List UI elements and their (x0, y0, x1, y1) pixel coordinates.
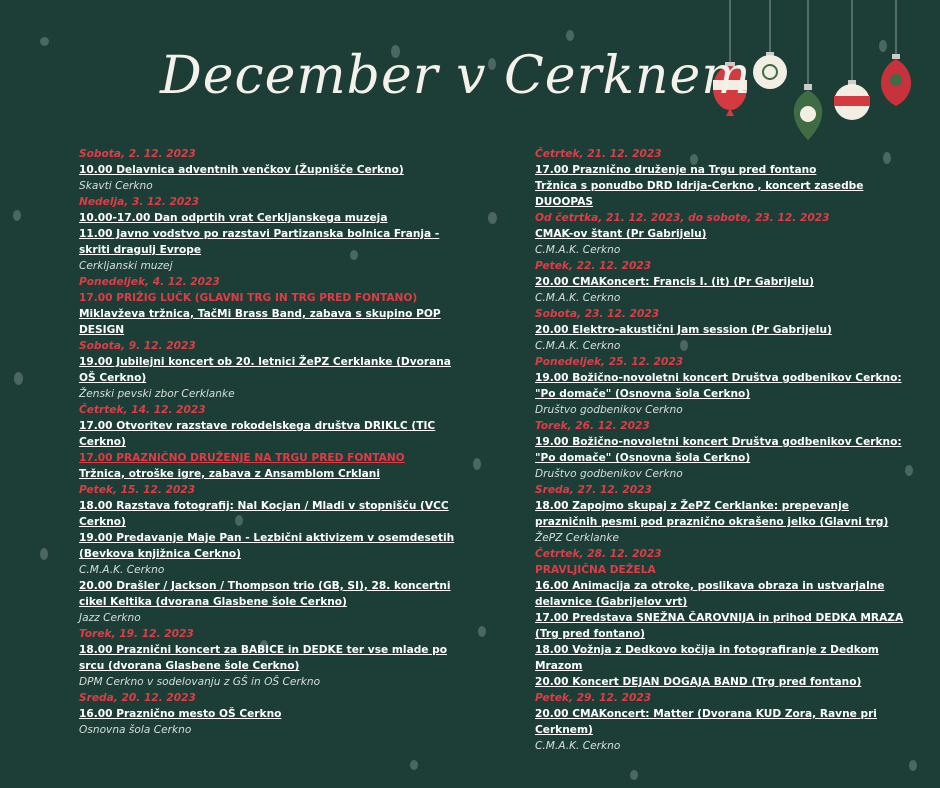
event-date: Sobota, 9. 12. 2023 (79, 340, 196, 352)
event-organizer: Društvo godbenikov Cerkno (535, 404, 683, 416)
event-item: 18.00 Zapojmo skupaj z ŽePZ Cerklanke: prepevanje prazničnih pesmi pod praznično okrašeno jelko (Glavni trg) (535, 500, 889, 528)
event-item: 19.00 Božično-novoletni koncert Društva godbenikov Cerkno: "Po domače" (Osnovna šola Cerkno) (535, 436, 902, 464)
event-item: 18.00 Praznični koncert za BABICE in DEDKE ter vse mlade po srcu (dvorana Glasbene šole Cerkno) (79, 644, 448, 672)
event-item: 18.00 Razstava fotografij: Nal Kocjan / Mladi v stopnišču (VCC Cerkno) (79, 500, 449, 528)
event-date: Četrtek, 21. 12. 2023 (535, 148, 662, 160)
event-item: 16.00 Praznično mesto OŠ Cerkno (79, 708, 282, 720)
snow-dot (909, 760, 917, 771)
snow-dot (40, 548, 48, 560)
event-date: Sobota, 23. 12. 2023 (535, 308, 660, 320)
event-item: 17.00 Otvoritev razstave rokodelskega društva DRIKLC (TIC Cerkno) (79, 420, 436, 448)
event-date: Petek, 29. 12. 2023 (535, 692, 652, 704)
event-date: Ponedeljek, 25. 12. 2023 (535, 356, 684, 368)
snow-dot (630, 770, 638, 780)
event-item: 17.00 Predstava SNEŽNA ČAROVNIJA in prihod DEDKA MRAZA (Trg pred fontano) (535, 612, 904, 640)
right-event-column (535, 146, 913, 754)
snow-dot (410, 760, 418, 770)
snow-dot (566, 30, 574, 41)
event-item: 16.00 Animacija za otroke, poslikava obraza in ustvarjalne delavnice (Gabrijelov vrt) (535, 580, 885, 608)
event-highlight: PRAVLJIČNA DEŽELA (535, 564, 656, 576)
event-date: Četrtek, 14. 12. 2023 (79, 404, 206, 416)
event-date: Od četrtka, 21. 12. 2023, do sobote, 23. 12. 2023 (535, 212, 830, 224)
event-item: 10.00 Delavnica adventnih venčkov (Župnišče Cerkno) (79, 164, 404, 176)
event-date: Sreda, 27. 12. 2023 (535, 484, 652, 496)
event-organizer: Ženski pevski zbor Cerklanke (79, 388, 235, 400)
event-item: Tržnica s ponudbo DRD Idrija-Cerkno , koncert zasedbe DUOOPAS (535, 180, 864, 208)
event-item: CMAK-ov štant (Pr Gabrijelu) (535, 228, 707, 240)
event-organizer: C.M.A.K. Cerkno (535, 740, 621, 752)
event-organizer: Jazz Cerkno (79, 612, 141, 624)
snow-dot (40, 37, 49, 46)
page-title: December v Cerknem (160, 46, 752, 106)
event-item: 19.00 Božično-novoletni koncert Društva godbenikov Cerkno: "Po domače" (Osnovna šola Cerkno) (535, 372, 902, 400)
snow-dot (13, 210, 21, 221)
event-item: 19.00 Jubilejni koncert ob 20. letnici ŽePZ Cerklanke (Dvorana OŠ Cerkno) (79, 356, 451, 384)
event-item: 20.00 CMAKoncert: Francis I. (it) (Pr Gabrijelu) (535, 276, 814, 288)
snow-dot (14, 372, 23, 385)
event-date: Nedelja, 3. 12. 2023 (79, 196, 199, 208)
snow-dot (473, 458, 481, 470)
event-organizer: Cerkljanski muzej (79, 260, 173, 272)
event-date: Torek, 19. 12. 2023 (79, 628, 194, 640)
event-date: Petek, 15. 12. 2023 (79, 484, 196, 496)
event-item: 18.00 Vožnja z Dedkovo kočija in fotografiranje z Dedkom Mrazom (535, 644, 879, 672)
event-highlight: 17.00 PRAZNIČNO DRUŽENJE NA TRGU PRED FONTANO (79, 452, 405, 464)
event-organizer: C.M.A.K. Cerkno (79, 564, 165, 576)
event-item: 17.00 Praznično druženje na Trgu pred fontano (535, 164, 817, 176)
event-item: Miklavževa tržnica, TačMi Brass Band, zabava s skupino POP DESIGN (79, 308, 441, 336)
event-organizer: ŽePZ Cerklanke (535, 532, 619, 544)
event-date: Četrtek, 28. 12. 2023 (535, 548, 662, 560)
event-item: 20.00 CMAKoncert: Matter (Dvorana KUD Zora, Ravne pri Cerknem) (535, 708, 877, 736)
event-organizer: Društvo godbenikov Cerkno (535, 468, 683, 480)
event-item: 20.00 Drašler / Jackson / Thompson trio (GB, SI), 28. koncertni cikel Keltika (dvorana Glasbene šole Cerkno) (79, 580, 451, 608)
event-organizer: C.M.A.K. Cerkno (535, 244, 621, 256)
event-organizer: Osnovna šola Cerkno (79, 724, 192, 736)
event-date: Sobota, 2. 12. 2023 (79, 148, 196, 160)
event-date: Ponedeljek, 4. 12. 2023 (79, 276, 220, 288)
event-highlight: 17.00 PRIŽIG LUČK (GLAVNI TRG IN TRG PRED FONTANO) (79, 292, 418, 304)
snow-dot (488, 212, 497, 224)
event-date: Sreda, 20. 12. 2023 (79, 692, 196, 704)
event-item: 20.00 Koncert DEJAN DOGAJA BAND (Trg pred fontano) (535, 676, 862, 688)
event-item: 19.00 Predavanje Maje Pan - Lezbični aktivizem v osemdesetih (Bevkova knjižnica Cerkno) (79, 532, 455, 560)
event-organizer: Skavti Cerkno (79, 180, 153, 192)
event-item: Tržnica, otroške igre, zabava z Ansamblom Crklani (79, 468, 380, 480)
event-organizer: C.M.A.K. Cerkno (535, 292, 621, 304)
event-date: Petek, 22. 12. 2023 (535, 260, 652, 272)
event-date: Torek, 26. 12. 2023 (535, 420, 650, 432)
left-event-column (79, 146, 457, 738)
event-item: 10.00-17.00 Dan odprtih vrat Cerkljanskega muzeja (79, 212, 388, 224)
event-item: 20.00 Elektro-akustični Jam session (Pr Gabrijelu) (535, 324, 832, 336)
event-item: 11.00 Javno vodstvo po razstavi Partizanska bolnica Franja - skriti dragulj Evrope (79, 228, 440, 256)
snow-dot (478, 626, 486, 637)
event-organizer: C.M.A.K. Cerkno (535, 340, 621, 352)
event-organizer: DPM Cerkno v sodelovanju z GŠ in OŠ Cerkno (79, 676, 321, 688)
